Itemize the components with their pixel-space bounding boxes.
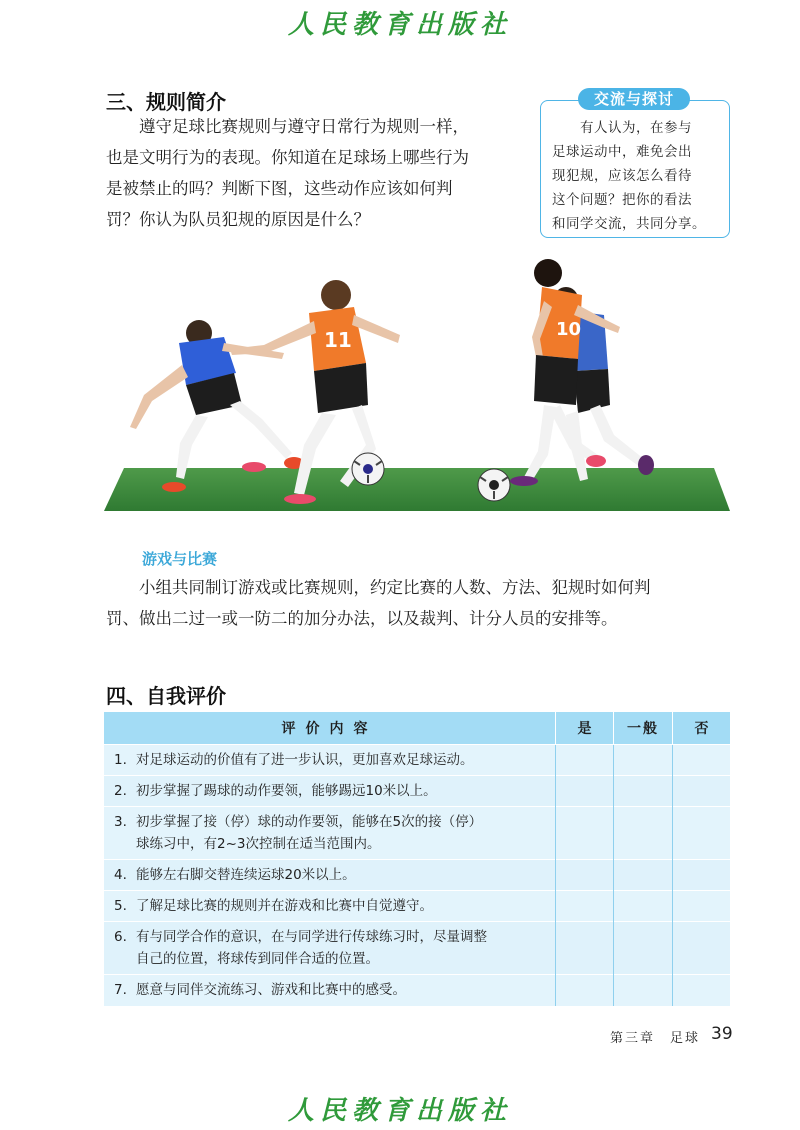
criterion-number: 1. (114, 752, 127, 768)
discussion-line: 足球运动中，难免会出 (552, 144, 692, 160)
criterion-number: 7. (114, 982, 127, 999)
criterion-text-cont: 球练习中，有2~3次控制在适当范围内。 (136, 836, 381, 852)
self-evaluation-table (104, 712, 730, 1006)
criterion-text: 初步掌握了接（停）球的动作要领，能够在5次的接（停） (136, 814, 483, 830)
criterion-number: 3. (114, 814, 127, 830)
rating-yes-cell[interactable] (556, 776, 614, 807)
table-row (104, 745, 730, 776)
table-row (104, 975, 730, 1006)
criterion-text: 愿意与同伴交流练习、游戏和比赛中的感受。 (136, 982, 406, 999)
header-content: 评价内容 (104, 712, 556, 745)
criterion-cell (104, 975, 556, 1006)
rating-no-cell[interactable] (673, 975, 731, 1006)
criterion-cell (104, 922, 556, 975)
criterion-text: 能够左右脚交替连续运球20米以上。 (136, 867, 356, 883)
table-header-row (104, 712, 730, 745)
jersey-number-11: 11 (324, 328, 352, 352)
rating-average-cell[interactable] (614, 745, 673, 776)
section-title-self-eval: 四、自我评价 (106, 684, 226, 708)
criterion-number: 6. (114, 929, 127, 945)
rating-no-cell[interactable] (673, 860, 731, 891)
criterion-cell (104, 860, 556, 891)
criterion-number: 5. (114, 898, 127, 914)
rating-average-cell[interactable] (614, 860, 673, 891)
rating-no-cell[interactable] (673, 776, 731, 807)
discussion-line: 这个问题？把你的看法 (552, 192, 692, 208)
discussion-line: 有人认为，在参与 (580, 120, 692, 136)
header-average: 一般 (614, 712, 673, 745)
game-line: 罚、做出二过一或一防二的加分办法，以及裁判、计分人员的安排等。 (106, 609, 618, 628)
page-number: 39 (711, 1024, 733, 1044)
game-heading: 游戏与比赛 (142, 550, 218, 568)
rules-line: 遵守足球比赛规则与遵守日常行为规则一样， (139, 117, 469, 136)
criterion-number: 2. (114, 783, 127, 799)
jersey-number-10: 10 (556, 319, 582, 340)
rating-no-cell[interactable] (673, 922, 731, 975)
rating-average-cell[interactable] (614, 922, 673, 975)
rules-line: 也是文明行为的表现。你知道在足球场上哪些行为 (106, 148, 469, 167)
chapter-label: 第三章 足球 (610, 1031, 701, 1046)
publisher-logo-bottom: 人民教育出版社 (287, 1096, 512, 1126)
rating-no-cell[interactable] (673, 891, 731, 922)
rating-average-cell[interactable] (614, 776, 673, 807)
rating-average-cell[interactable] (614, 807, 673, 860)
rating-yes-cell[interactable] (556, 975, 614, 1006)
table-row (104, 860, 730, 891)
table-row (104, 776, 730, 807)
criterion-text: 对足球运动的价值有了进一步认识，更加喜欢足球运动。 (136, 752, 474, 768)
header-yes: 是 (556, 712, 614, 745)
grass-field (104, 468, 730, 511)
criterion-text: 初步掌握了踢球的动作要领，能够踢远10米以上。 (136, 783, 437, 799)
soccer-ball-2 (478, 469, 510, 501)
table-row (104, 922, 730, 975)
table-row (104, 891, 730, 922)
discussion-line: 现犯规，应该怎么看待 (552, 168, 692, 184)
criterion-text: 了解足球比赛的规则并在游戏和比赛中自觉遵守。 (136, 898, 433, 914)
discussion-text (552, 116, 722, 236)
criterion-cell (104, 891, 556, 922)
criterion-text-cont: 自己的位置，将球传到同伴合适的位置。 (136, 951, 379, 967)
rules-line: 罚？你认为队员犯规的原因是什么？ (106, 210, 370, 229)
rating-yes-cell[interactable] (556, 860, 614, 891)
criterion-cell (104, 745, 556, 776)
game-line: 小组共同制订游戏或比赛规则，约定比赛的人数、方法、犯规时如何判 (139, 578, 651, 597)
criterion-text: 有与同学合作的意识，在与同学进行传球练习时，尽量调整 (136, 929, 487, 945)
rating-yes-cell[interactable] (556, 891, 614, 922)
criterion-cell (104, 776, 556, 807)
rating-yes-cell[interactable] (556, 922, 614, 975)
header-no: 否 (673, 712, 731, 745)
discussion-tag: 交流与探讨 (578, 88, 690, 110)
rating-no-cell[interactable] (673, 807, 731, 860)
discussion-line: 和同学交流，共同分享。 (552, 216, 706, 232)
rating-yes-cell[interactable] (556, 745, 614, 776)
rating-no-cell[interactable] (673, 745, 731, 776)
soccer-players-photo (104, 255, 730, 511)
criterion-cell (104, 807, 556, 860)
game-paragraph (106, 572, 746, 634)
rules-line: 是被禁止的吗？判断下图，这些动作应该如何判 (106, 179, 453, 198)
table-row (104, 807, 730, 860)
rating-yes-cell[interactable] (556, 807, 614, 860)
soccer-ball-1 (352, 453, 384, 485)
rating-average-cell[interactable] (614, 891, 673, 922)
rules-paragraph (106, 111, 526, 235)
publisher-logo-top: 人民教育出版社 (287, 10, 512, 40)
rating-average-cell[interactable] (614, 975, 673, 1006)
criterion-number: 4. (114, 867, 127, 883)
section-title-rules: 三、规则简介 (106, 90, 226, 114)
